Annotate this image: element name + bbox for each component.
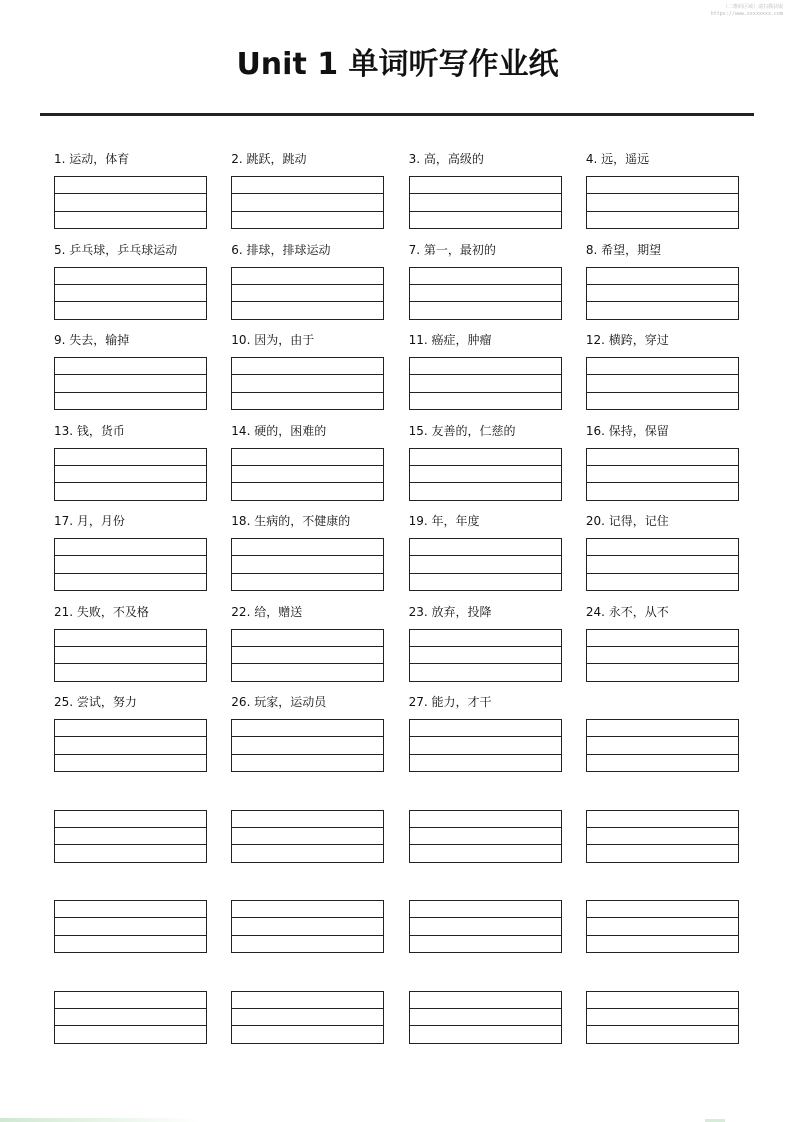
word-prompt: 10. 因为，由于 <box>231 333 315 347</box>
word-prompt: 17. 月，月份 <box>54 514 125 528</box>
dictation-cell <box>409 963 562 1054</box>
writing-line[interactable] <box>410 901 561 918</box>
writing-line[interactable] <box>410 630 561 647</box>
writing-line[interactable] <box>55 212 206 228</box>
writing-line[interactable] <box>587 918 738 935</box>
dictation-cell <box>231 963 384 1054</box>
writing-line[interactable] <box>55 393 206 409</box>
writing-line[interactable] <box>55 918 206 935</box>
writing-box[interactable] <box>231 719 384 772</box>
writing-line[interactable] <box>232 1009 383 1026</box>
writing-line[interactable] <box>232 212 383 228</box>
writing-line[interactable] <box>55 449 206 466</box>
writing-line[interactable] <box>410 811 561 828</box>
writing-line[interactable] <box>410 393 561 409</box>
dictation-cell <box>586 420 739 511</box>
writing-line[interactable] <box>410 302 561 318</box>
word-prompt: 16. 保持，保留 <box>585 423 669 438</box>
writing-line[interactable] <box>232 375 383 392</box>
writing-line[interactable] <box>587 449 738 466</box>
writing-line[interactable] <box>587 755 738 771</box>
writing-line[interactable] <box>55 720 206 737</box>
writing-line[interactable] <box>55 992 206 1009</box>
word-prompt: 5. 乒乓球，乒乓球运动 <box>54 242 178 257</box>
writing-line[interactable] <box>410 574 561 590</box>
writing-line[interactable] <box>232 992 383 1009</box>
dictation-cell <box>54 510 207 601</box>
writing-box[interactable] <box>54 357 207 410</box>
writing-line[interactable] <box>587 1009 738 1026</box>
writing-line[interactable] <box>410 737 561 754</box>
writing-line[interactable] <box>55 811 206 828</box>
writing-line[interactable] <box>587 466 738 483</box>
writing-box[interactable] <box>54 810 207 863</box>
writing-line[interactable] <box>587 358 738 375</box>
word-prompt: 22. 给，赠送 <box>231 604 303 619</box>
word-prompt: 1. 运动，体育 <box>54 152 130 166</box>
dictation-cell <box>409 691 562 782</box>
writing-line[interactable] <box>587 1026 738 1042</box>
writing-line[interactable] <box>410 1026 561 1042</box>
writing-line[interactable] <box>55 556 206 573</box>
writing-line[interactable] <box>587 574 738 590</box>
writing-line[interactable] <box>410 268 561 285</box>
dictation-cell <box>231 510 384 601</box>
writing-line[interactable] <box>232 936 383 952</box>
writing-box[interactable] <box>231 629 384 682</box>
writing-box[interactable] <box>409 719 562 772</box>
word-prompt <box>231 872 384 900</box>
word-prompt: 7. 第一，最初的 <box>408 242 496 257</box>
word-prompt: 11. 癌症，肿瘤 <box>408 333 492 347</box>
writing-line[interactable] <box>410 828 561 845</box>
writing-line[interactable] <box>55 737 206 754</box>
writing-line[interactable] <box>587 212 738 228</box>
dictation-cell <box>409 601 562 692</box>
writing-line[interactable] <box>232 268 383 285</box>
writing-line[interactable] <box>410 1009 561 1026</box>
writing-line[interactable] <box>410 720 561 737</box>
dictation-cell <box>231 239 384 330</box>
writing-line[interactable] <box>587 811 738 828</box>
word-prompt: 6. 排球，排球运动 <box>231 242 331 257</box>
writing-line[interactable] <box>410 375 561 392</box>
word-prompt <box>409 872 562 900</box>
writing-line[interactable] <box>232 737 383 754</box>
writing-box[interactable] <box>54 176 207 229</box>
writing-line[interactable] <box>587 936 738 952</box>
writing-line[interactable] <box>55 177 206 194</box>
writing-line[interactable] <box>587 737 738 754</box>
writing-line[interactable] <box>232 720 383 737</box>
writing-box[interactable] <box>409 267 562 320</box>
writing-box[interactable] <box>586 629 739 682</box>
writing-box[interactable] <box>409 900 562 953</box>
word-prompt: 24. 永不，从不 <box>585 604 669 619</box>
watermark-line-1: （二维码区域）请扫描获取 <box>722 4 783 10</box>
writing-line[interactable] <box>410 755 561 771</box>
writing-line[interactable] <box>410 358 561 375</box>
word-prompt: 21. 失败，不及格 <box>54 604 149 619</box>
dictation-cell <box>409 329 562 420</box>
writing-box[interactable] <box>231 357 384 410</box>
word-prompt: 9. 失去，输掉 <box>54 333 130 347</box>
writing-line[interactable] <box>232 393 383 409</box>
writing-line[interactable] <box>587 268 738 285</box>
dictation-cell <box>586 782 739 873</box>
word-prompt: 18. 生病的，不健康的 <box>231 514 351 528</box>
writing-line[interactable] <box>55 466 206 483</box>
writing-line[interactable] <box>55 755 206 771</box>
writing-line[interactable] <box>587 901 738 918</box>
dictation-cell <box>231 601 384 692</box>
writing-line[interactable] <box>232 630 383 647</box>
writing-line[interactable] <box>587 630 738 647</box>
writing-box[interactable] <box>586 448 739 501</box>
writing-box[interactable] <box>54 719 207 772</box>
writing-line[interactable] <box>55 1026 206 1042</box>
word-prompt: 20. 记得，记住 <box>585 514 669 528</box>
word-prompt <box>586 963 739 991</box>
writing-line[interactable] <box>587 194 738 211</box>
word-prompt <box>409 782 562 810</box>
dictation-cell <box>586 601 739 692</box>
word-prompt <box>231 782 384 810</box>
dictation-cell <box>586 329 739 420</box>
word-prompt <box>409 963 562 991</box>
writing-box[interactable] <box>409 357 562 410</box>
writing-box[interactable] <box>409 629 562 682</box>
dictation-cell <box>54 148 207 239</box>
writing-line[interactable] <box>55 901 206 918</box>
writing-line[interactable] <box>410 556 561 573</box>
dictation-cell <box>586 510 739 601</box>
writing-line[interactable] <box>55 1009 206 1026</box>
writing-line[interactable] <box>410 483 561 499</box>
writing-line[interactable] <box>55 828 206 845</box>
dictation-cell <box>586 963 739 1054</box>
writing-line[interactable] <box>55 358 206 375</box>
dictation-cell <box>231 420 384 511</box>
writing-line[interactable] <box>587 177 738 194</box>
writing-line[interactable] <box>410 212 561 228</box>
page-title: Unit 1 单词听写作业纸 <box>236 47 559 82</box>
word-prompt <box>586 691 739 719</box>
word-prompt: 12. 横跨，穿过 <box>585 333 669 347</box>
word-prompt: 19. 年，年度 <box>408 514 480 528</box>
title-divider <box>40 113 754 116</box>
writing-line[interactable] <box>410 664 561 680</box>
writing-line[interactable] <box>55 664 206 680</box>
writing-box[interactable] <box>54 448 207 501</box>
word-prompt <box>54 963 207 991</box>
writing-line[interactable] <box>55 285 206 302</box>
dictation-cell <box>54 691 207 782</box>
writing-line[interactable] <box>232 449 383 466</box>
writing-line[interactable] <box>232 755 383 771</box>
dictation-cell <box>586 148 739 239</box>
writing-box[interactable] <box>409 176 562 229</box>
dictation-cell <box>586 872 739 963</box>
writing-box[interactable] <box>586 538 739 591</box>
word-prompt: 15. 友善的，仁慈的 <box>408 423 516 438</box>
writing-box[interactable] <box>54 629 207 682</box>
dictation-cell <box>54 329 207 420</box>
dictation-cell <box>231 872 384 963</box>
watermark-line-2: https://www.xxxxxxxx.com <box>710 11 783 17</box>
dictation-cell <box>231 782 384 873</box>
writing-line[interactable] <box>232 483 383 499</box>
dictation-cell <box>231 148 384 239</box>
dictation-cell <box>409 148 562 239</box>
writing-line[interactable] <box>410 194 561 211</box>
word-prompt: 26. 玩家，运动员 <box>231 695 327 709</box>
writing-line[interactable] <box>587 375 738 392</box>
writing-box[interactable] <box>231 991 384 1044</box>
writing-line[interactable] <box>587 556 738 573</box>
word-prompt <box>586 782 739 810</box>
word-prompt: 13. 钱，货币 <box>54 423 125 438</box>
word-prompt: 25. 尝试，努力 <box>54 695 137 709</box>
writing-line[interactable] <box>232 901 383 918</box>
writing-line[interactable] <box>232 556 383 573</box>
writing-line[interactable] <box>410 285 561 302</box>
writing-line[interactable] <box>232 574 383 590</box>
writing-box[interactable] <box>409 810 562 863</box>
writing-line[interactable] <box>55 375 206 392</box>
writing-line[interactable] <box>587 393 738 409</box>
writing-box[interactable] <box>231 538 384 591</box>
word-prompt: 14. 硬的，困难的 <box>231 423 327 438</box>
word-prompt: 27. 能力，才干 <box>408 695 492 709</box>
dictation-cell <box>409 239 562 330</box>
writing-box[interactable] <box>409 448 562 501</box>
dictation-cell <box>409 872 562 963</box>
writing-box[interactable] <box>586 810 739 863</box>
writing-line[interactable] <box>232 811 383 828</box>
corner-decoration-left <box>0 1118 200 1122</box>
writing-line[interactable] <box>587 539 738 556</box>
writing-line[interactable] <box>410 647 561 664</box>
dictation-cell <box>54 963 207 1054</box>
writing-line[interactable] <box>410 936 561 952</box>
writing-line[interactable] <box>410 918 561 935</box>
dictation-cell <box>409 510 562 601</box>
writing-line[interactable] <box>232 194 383 211</box>
writing-box[interactable] <box>54 991 207 1044</box>
writing-line[interactable] <box>410 539 561 556</box>
word-prompt: 8. 希望，期望 <box>585 242 662 257</box>
writing-box[interactable] <box>231 176 384 229</box>
dictation-cell <box>54 601 207 692</box>
writing-box[interactable] <box>231 267 384 320</box>
writing-line[interactable] <box>232 828 383 845</box>
writing-line[interactable] <box>587 647 738 664</box>
writing-line[interactable] <box>55 647 206 664</box>
writing-line[interactable] <box>55 539 206 556</box>
writing-line[interactable] <box>55 574 206 590</box>
writing-box[interactable] <box>586 719 739 772</box>
writing-line[interactable] <box>587 302 738 318</box>
writing-box[interactable] <box>586 176 739 229</box>
writing-line[interactable] <box>410 449 561 466</box>
writing-line[interactable] <box>410 992 561 1009</box>
word-prompt: 3. 高，高级的 <box>408 152 484 166</box>
writing-line[interactable] <box>587 845 738 861</box>
writing-line[interactable] <box>232 647 383 664</box>
dictation-cell <box>586 239 739 330</box>
writing-box[interactable] <box>231 900 384 953</box>
dictation-cell <box>231 329 384 420</box>
writing-line[interactable] <box>232 664 383 680</box>
writing-line[interactable] <box>55 483 206 499</box>
writing-line[interactable] <box>232 177 383 194</box>
dictation-cell <box>54 420 207 511</box>
dictation-cell <box>231 691 384 782</box>
writing-line[interactable] <box>232 285 383 302</box>
word-prompt <box>54 782 207 810</box>
dictation-cell <box>54 239 207 330</box>
dictation-cell <box>54 872 207 963</box>
writing-line[interactable] <box>55 630 206 647</box>
writing-line[interactable] <box>55 268 206 285</box>
writing-line[interactable] <box>410 466 561 483</box>
writing-line[interactable] <box>587 992 738 1009</box>
writing-line[interactable] <box>55 845 206 861</box>
writing-line[interactable] <box>410 177 561 194</box>
word-prompt <box>54 872 207 900</box>
writing-line[interactable] <box>55 302 206 318</box>
word-prompt: 2. 跳跃，跳动 <box>231 152 307 166</box>
writing-line[interactable] <box>55 936 206 952</box>
writing-line[interactable] <box>410 845 561 861</box>
word-prompt: 23. 放弃，投降 <box>408 604 492 619</box>
writing-box[interactable] <box>586 357 739 410</box>
writing-line[interactable] <box>587 285 738 302</box>
writing-line[interactable] <box>587 664 738 680</box>
dictation-cell <box>409 420 562 511</box>
writing-box[interactable] <box>231 810 384 863</box>
writing-box[interactable] <box>231 448 384 501</box>
writing-box[interactable] <box>586 267 739 320</box>
writing-box[interactable] <box>586 991 739 1044</box>
dictation-grid <box>54 148 738 1053</box>
word-prompt <box>231 963 384 991</box>
writing-line[interactable] <box>587 483 738 499</box>
dictation-cell <box>586 691 739 782</box>
writing-line[interactable] <box>587 828 738 845</box>
watermark <box>703 4 783 18</box>
writing-line[interactable] <box>232 466 383 483</box>
writing-line[interactable] <box>587 720 738 737</box>
writing-box[interactable] <box>409 991 562 1044</box>
writing-box[interactable] <box>54 267 207 320</box>
writing-box[interactable] <box>409 538 562 591</box>
dictation-cell <box>54 782 207 873</box>
writing-line[interactable] <box>232 918 383 935</box>
dictation-cell <box>409 782 562 873</box>
writing-box[interactable] <box>54 538 207 591</box>
writing-box[interactable] <box>586 900 739 953</box>
word-prompt <box>586 872 739 900</box>
writing-line[interactable] <box>232 358 383 375</box>
writing-line[interactable] <box>232 302 383 318</box>
writing-line[interactable] <box>232 539 383 556</box>
writing-line[interactable] <box>232 845 383 861</box>
writing-line[interactable] <box>232 1026 383 1042</box>
word-prompt: 4. 远，遥远 <box>585 152 650 166</box>
writing-line[interactable] <box>55 194 206 211</box>
writing-box[interactable] <box>54 900 207 953</box>
